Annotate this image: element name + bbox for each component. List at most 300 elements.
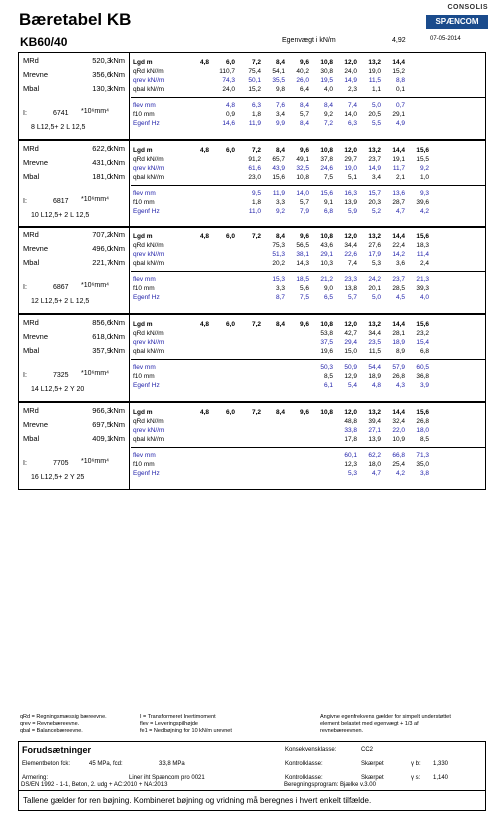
table-cell: 7,2 (251, 409, 261, 416)
assumptions-heading: Forudsætninger (22, 745, 91, 755)
table-cell: 8,4 (275, 409, 285, 416)
table-block (18, 52, 486, 140)
table-cell: 10,9 (392, 436, 405, 443)
table-cell: 37,5 (320, 339, 333, 346)
mrevne-label: Mrevne (23, 158, 49, 167)
table-cell: 30,8 (320, 68, 333, 75)
table-cell: 1,8 (251, 199, 261, 206)
unit-label: kNm (109, 244, 125, 253)
mbal-label: Mbal (23, 346, 40, 355)
table-cell: 22,4 (392, 242, 405, 249)
table-cell: 7,4 (347, 260, 357, 267)
table-row (131, 285, 485, 294)
inertia-unit: *10⁶mm⁴ (81, 370, 110, 377)
table-cell: 14,3 (296, 260, 309, 267)
table-cell: 0,7 (395, 102, 405, 109)
row-divider (131, 447, 485, 448)
row-label: Lgd m (133, 409, 153, 416)
table-cell: 6,0 (225, 409, 235, 416)
table-cell: 25,4 (392, 461, 405, 468)
table-cell: 28,7 (392, 199, 405, 206)
row-label: qbal kN//m (133, 260, 165, 267)
table-cell: 13,9 (344, 199, 357, 206)
logo-bottom-text: SPÆNCOM (426, 15, 488, 29)
row-label: Egenf Hz (133, 208, 160, 215)
table-cell: 11,5 (368, 348, 381, 355)
table-cell: 37,8 (320, 156, 333, 163)
table-cell: 15,0 (344, 348, 357, 355)
legend-line: fe1 = Nedbøjning for 10 kN/m urevnet (140, 728, 232, 734)
inertia-label: I: (23, 372, 27, 379)
table-row (131, 156, 485, 165)
mrd-value: 856,6 (92, 318, 111, 327)
legend-col3 (320, 714, 451, 735)
table-block (18, 226, 486, 314)
table-cell: 15,3 (272, 276, 285, 283)
row-label: qRd kN//m (133, 418, 164, 425)
mrevne-value: 356,6 (92, 70, 111, 79)
table-block (18, 402, 486, 490)
table-cell: 6,1 (323, 382, 333, 389)
table-cell: 2,4 (419, 260, 429, 267)
table-cell: 13,2 (368, 233, 381, 240)
table-cell: 8,4 (299, 102, 309, 109)
table-cell: 9,6 (299, 59, 309, 66)
table-cell: 48,8 (344, 418, 357, 425)
table-row (131, 147, 485, 156)
table-cell: 14,2 (392, 251, 405, 258)
table-cell: 6,3 (347, 120, 357, 127)
row-label: Lgd m (133, 147, 153, 154)
row-label: flev mm (133, 102, 156, 109)
unit-label: kNm (109, 420, 125, 429)
inertia-unit: *10⁶mm⁴ (81, 196, 110, 203)
table-cell: 12,9 (344, 373, 357, 380)
table-cell: 1,8 (251, 111, 261, 118)
section-properties (19, 227, 130, 313)
table-cell: 18,9 (368, 373, 381, 380)
table-cell: 39,3 (416, 285, 429, 292)
table-cell: 5,0 (371, 102, 381, 109)
row-label: qrev kN//m (133, 251, 165, 258)
table-cell: 4,2 (395, 470, 405, 477)
table-cell: 6,0 (225, 321, 235, 328)
beton-fck: 45 MPa, fcd: (89, 761, 123, 767)
mrd-label: MRd (23, 406, 39, 415)
reinforcement: 12 L12,5+ 2 L 12,5 (31, 298, 90, 305)
legend-line: qrev = Revnebæreevne. (20, 721, 80, 727)
table-row (131, 190, 485, 199)
row-label: flev mm (133, 364, 156, 371)
date: 07-05-2014 (430, 36, 461, 42)
table-cell: 8,4 (275, 147, 285, 154)
table-row (131, 174, 485, 183)
table-cell: 5,3 (347, 470, 357, 477)
unit-label: kNm (109, 346, 125, 355)
table-cell: 60,1 (344, 452, 357, 459)
table-cell: 9,2 (275, 208, 285, 215)
legend-col2 (140, 714, 232, 735)
unit-label: kNm (109, 258, 125, 267)
table-cell: 2,3 (347, 86, 357, 93)
table-cell: 9,8 (275, 86, 285, 93)
inertia-unit: *10⁶mm⁴ (81, 458, 110, 465)
table-cell: 0,9 (225, 111, 235, 118)
table-cell: 15,2 (392, 68, 405, 75)
gamma-s-value: 1,140 (433, 775, 449, 781)
table-cell: 40,2 (296, 68, 309, 75)
table-cell: 4,8 (199, 321, 209, 328)
table-cell: 8,4 (275, 59, 285, 66)
gamma-b-label: γ b: (411, 761, 421, 767)
table-cell: 18,3 (416, 242, 429, 249)
bending-note: Tallene gælder for ren bøjning. Kombineret bøjning og vridning må beregnes i hvert enkelt tilfælde. (18, 791, 486, 811)
table-cell: 10,8 (320, 321, 333, 328)
table-cell: 35,5 (272, 77, 285, 84)
table-cell: 66,8 (392, 452, 405, 459)
mrevne-label: Mrevne (23, 332, 49, 341)
table-cell: 15,2 (248, 86, 261, 93)
table-cell: 14,4 (392, 409, 405, 416)
row-label: flev mm (133, 452, 156, 459)
row-label: qRd kN//m (133, 330, 164, 337)
row-label: Lgd m (133, 321, 153, 328)
row-label: f10 mm (133, 111, 155, 118)
table-cell: 15,4 (416, 339, 429, 346)
table-cell: 13,2 (368, 409, 381, 416)
table-cell: 74,3 (222, 77, 235, 84)
row-label: qrev kN//m (133, 427, 165, 434)
mbal-value: 130,3 (92, 84, 111, 93)
table-cell: 5,7 (347, 294, 357, 301)
mrevne-value: 697,5 (92, 420, 111, 429)
table-cell: 7,9 (299, 208, 309, 215)
row-label: f10 mm (133, 199, 155, 206)
table-cell: 14,9 (344, 77, 357, 84)
mbal-label: Mbal (23, 434, 40, 443)
table-row (131, 452, 485, 461)
table-cell: 5,2 (371, 208, 381, 215)
table-cell: 11,0 (248, 208, 261, 215)
mbal-label: Mbal (23, 172, 40, 181)
table-cell: 4,0 (323, 86, 333, 93)
table-row (131, 165, 485, 174)
table-row (131, 120, 485, 129)
table-cell: 4,8 (225, 102, 235, 109)
table-cell: 75,4 (248, 68, 261, 75)
table-cell: 21,2 (320, 276, 333, 283)
table-cell: 10,8 (320, 409, 333, 416)
table-cell: 4,2 (419, 208, 429, 215)
table-cell: 9,9 (275, 120, 285, 127)
table-cell: 15,6 (416, 147, 429, 154)
mbal-label: Mbal (23, 258, 40, 267)
table-cell: 13,9 (368, 436, 381, 443)
table-cell: 75,3 (272, 242, 285, 249)
table-cell: 54,1 (272, 68, 285, 75)
inertia-unit: *10⁶mm⁴ (81, 282, 110, 289)
table-cell: 10,8 (320, 233, 333, 240)
mbal-label: Mbal (23, 84, 40, 93)
inertia-value: 7705 (53, 460, 69, 467)
table-cell: 6,8 (419, 348, 429, 355)
table-cell: 11,9 (248, 120, 261, 127)
table-row (131, 461, 485, 470)
table-cell: 4,3 (395, 382, 405, 389)
section-properties (19, 403, 130, 489)
table-cell: 7,5 (299, 294, 309, 301)
table-row (131, 436, 485, 445)
mrd-value: 622,6 (92, 144, 111, 153)
row-label: Egenf Hz (133, 120, 160, 127)
table-cell: 3,6 (395, 260, 405, 267)
table-cell: 28,1 (392, 330, 405, 337)
table-cell: 4,8 (199, 409, 209, 416)
table-cell: 34,4 (344, 242, 357, 249)
table-cell: 27,1 (368, 427, 381, 434)
table-cell: 14,4 (392, 59, 405, 66)
reinforcement: 14 L12,5+ 2 Y 20 (31, 386, 85, 393)
row-label: Egenf Hz (133, 470, 160, 477)
table-cell: 23,0 (248, 174, 261, 181)
table-cell: 6,0 (225, 147, 235, 154)
mrd-label: MRd (23, 318, 39, 327)
table-cell: 5,7 (299, 199, 309, 206)
table-cell: 9,0 (323, 285, 333, 292)
table-cell: 8,9 (395, 348, 405, 355)
table-cell: 18,9 (392, 339, 405, 346)
table-cell: 7,2 (251, 147, 261, 154)
table-cell: 4,8 (199, 233, 209, 240)
table-cell: 18,0 (416, 427, 429, 434)
table-row (131, 470, 485, 479)
table-cell: 7,2 (251, 321, 261, 328)
table-cell: 10,8 (320, 147, 333, 154)
beton-label: Elementbeton fck: (22, 761, 71, 767)
kontrol1-label: Kontrolklasse: (285, 761, 323, 767)
table-cell: 10,8 (296, 174, 309, 181)
table-cell: 110,7 (219, 68, 235, 75)
inertia-value: 6817 (53, 198, 69, 205)
legend-line: flev = Leveringspilhøjde (140, 721, 198, 727)
table-row (131, 59, 485, 68)
table-row (131, 77, 485, 86)
table-cell: 4,8 (199, 147, 209, 154)
table-cell: 9,3 (419, 190, 429, 197)
table-cell: 6,5 (323, 294, 333, 301)
table-cell: 5,9 (347, 208, 357, 215)
table-row (131, 102, 485, 111)
table-cell: 57,9 (392, 364, 405, 371)
table-cell: 65,7 (272, 156, 285, 163)
table-cell: 4,9 (395, 120, 405, 127)
table-cell: 24,0 (344, 68, 357, 75)
table-cell: 4,8 (199, 59, 209, 66)
table-block (18, 314, 486, 402)
section-properties (19, 315, 130, 401)
table-cell: 20,2 (272, 260, 285, 267)
table-cell: 7,5 (323, 174, 333, 181)
table-cell: 21,3 (416, 276, 429, 283)
inertia-unit: *10⁶mm⁴ (81, 108, 110, 115)
legend-line: element belastet med egenvægt + 1/3 af (320, 721, 419, 727)
kontrol2-label: Kontrolklasse: (285, 775, 323, 781)
row-label: qbal kN//m (133, 348, 165, 355)
table-cell: 49,1 (296, 156, 309, 163)
table-row (131, 348, 485, 357)
inertia-value: 6867 (53, 284, 69, 291)
row-label: qrev kN//m (133, 77, 165, 84)
beton-fcd: 33,8 MPa (159, 761, 185, 767)
table-cell: 39,4 (368, 418, 381, 425)
table-cell: 16,3 (344, 190, 357, 197)
table-cell: 2,1 (395, 174, 405, 181)
table-cell: 0,1 (395, 86, 405, 93)
table-cell: 14,0 (296, 190, 309, 197)
mrd-value: 707,2 (92, 230, 111, 239)
table-cell: 8,4 (275, 321, 285, 328)
table-cell: 6,0 (225, 233, 235, 240)
table-cell: 23,2 (416, 330, 429, 337)
egenvaegt-label: Egenvægt i kN/m (282, 37, 336, 44)
row-label: qbal kN//m (133, 174, 165, 181)
table-cell: 13,2 (368, 147, 381, 154)
legend-col1 (20, 714, 107, 735)
table-cell: 9,2 (419, 165, 429, 172)
table-cell: 7,4 (347, 102, 357, 109)
unit-label: kNm (109, 144, 125, 153)
table-cell: 71,3 (416, 452, 429, 459)
mrd-value: 520,3 (92, 56, 111, 65)
table-cell: 4,0 (419, 294, 429, 301)
table-cell: 24,0 (222, 86, 235, 93)
table-cell: 26,8 (392, 373, 405, 380)
legend-line: I = Transformeret Inertimoment (140, 714, 216, 720)
table-cell: 6,4 (299, 86, 309, 93)
table-cell: 43,6 (320, 242, 333, 249)
armering-label: Armering: (22, 775, 49, 781)
konsekvens-value: CC2 (361, 747, 374, 753)
table-cell: 62,2 (368, 452, 381, 459)
reinforcement: 8 L12,5+ 2 L 12,5 (31, 124, 86, 131)
table-cell: 38,1 (296, 251, 309, 258)
table-cell: 14,9 (368, 165, 381, 172)
table-cell: 5,6 (299, 285, 309, 292)
mbal-value: 409,1 (92, 434, 111, 443)
table-row (131, 251, 485, 260)
table-cell: 20,3 (368, 199, 381, 206)
table-cell: 9,1 (323, 199, 333, 206)
table-cell: 24,2 (368, 276, 381, 283)
table-row (131, 208, 485, 217)
table-cell: 11,5 (368, 77, 381, 84)
table-cell: 4,7 (371, 470, 381, 477)
table-row (131, 427, 485, 436)
table-cell: 60,5 (416, 364, 429, 371)
inertia-label: I: (23, 460, 27, 467)
konsekvens-label: Konsekvensklasse: (285, 747, 337, 753)
table-cell: 43,9 (272, 165, 285, 172)
table-cell: 4,7 (395, 208, 405, 215)
table-row (131, 199, 485, 208)
row-label: Lgd m (133, 59, 153, 66)
table-cell: 5,4 (347, 382, 357, 389)
mrevne-label: Mrevne (23, 244, 49, 253)
table-cell: 24,6 (320, 165, 333, 172)
inertia-value: 6741 (53, 110, 69, 117)
reinforcement: 10 L12,5+ 2 L 12,5 (31, 212, 90, 219)
table-cell: 5,1 (347, 174, 357, 181)
table-cell: 19,5 (320, 77, 333, 84)
table-cell: 14,4 (392, 233, 405, 240)
table-row (131, 233, 485, 242)
unit-label: kNm (109, 318, 125, 327)
table-cell: 34,4 (368, 330, 381, 337)
table-cell: 3,9 (419, 382, 429, 389)
table-row (131, 242, 485, 251)
table-cell: 23,3 (344, 276, 357, 283)
kontrol2-value: Skærpet (361, 775, 384, 781)
table-row (131, 294, 485, 303)
table-cell: 7,2 (251, 59, 261, 66)
table-cell: 9,6 (299, 233, 309, 240)
table-cell: 42,7 (344, 330, 357, 337)
table-cell: 15,6 (416, 409, 429, 416)
table-cell: 3,3 (275, 285, 285, 292)
legend-line: Angivne egenfrekvens gælder for simpelt understøttet (320, 714, 451, 720)
inertia-value: 7325 (53, 372, 69, 379)
table-cell: 14,0 (344, 111, 357, 118)
table-cell: 50,1 (248, 77, 261, 84)
table-cell: 3,8 (419, 470, 429, 477)
table-cell: 50,3 (320, 364, 333, 371)
table-row (131, 260, 485, 269)
table-row (131, 382, 485, 391)
unit-label: kNm (109, 230, 125, 239)
row-label: flev mm (133, 276, 156, 283)
row-label: f10 mm (133, 285, 155, 292)
table-cell: 33,8 (344, 427, 357, 434)
inertia-label: I: (23, 198, 27, 205)
table-cell: 12,0 (344, 233, 357, 240)
table-row (131, 330, 485, 339)
unit-label: kNm (109, 70, 125, 79)
table-cell: 1,1 (371, 86, 381, 93)
mrd-label: MRd (23, 144, 39, 153)
table-cell: 12,3 (344, 461, 357, 468)
table-cell: 14,4 (392, 147, 405, 154)
table-cell: 28,5 (392, 285, 405, 292)
table-cell: 5,3 (371, 260, 381, 267)
reinforcement: 16 L12,5+ 2 Y 25 (31, 474, 85, 481)
inertia-label: I: (23, 284, 27, 291)
table-cell: 7,2 (323, 120, 333, 127)
row-label: f10 mm (133, 461, 155, 468)
row-label: qRd kN//m (133, 242, 164, 249)
mrd-value: 966,3 (92, 406, 111, 415)
table-cell: 8,7 (275, 294, 285, 301)
table-cell: 6,8 (323, 208, 333, 215)
unit-label: kNm (109, 332, 125, 341)
row-label: Egenf Hz (133, 382, 160, 389)
table-cell: 12,0 (344, 321, 357, 328)
table-cell: 11,7 (392, 165, 405, 172)
table-row (131, 321, 485, 330)
table-cell: 6,3 (251, 102, 261, 109)
table-cell: 22,6 (344, 251, 357, 258)
legend-line: revnebæreevnen. (320, 728, 364, 734)
table-cell: 7,6 (275, 102, 285, 109)
